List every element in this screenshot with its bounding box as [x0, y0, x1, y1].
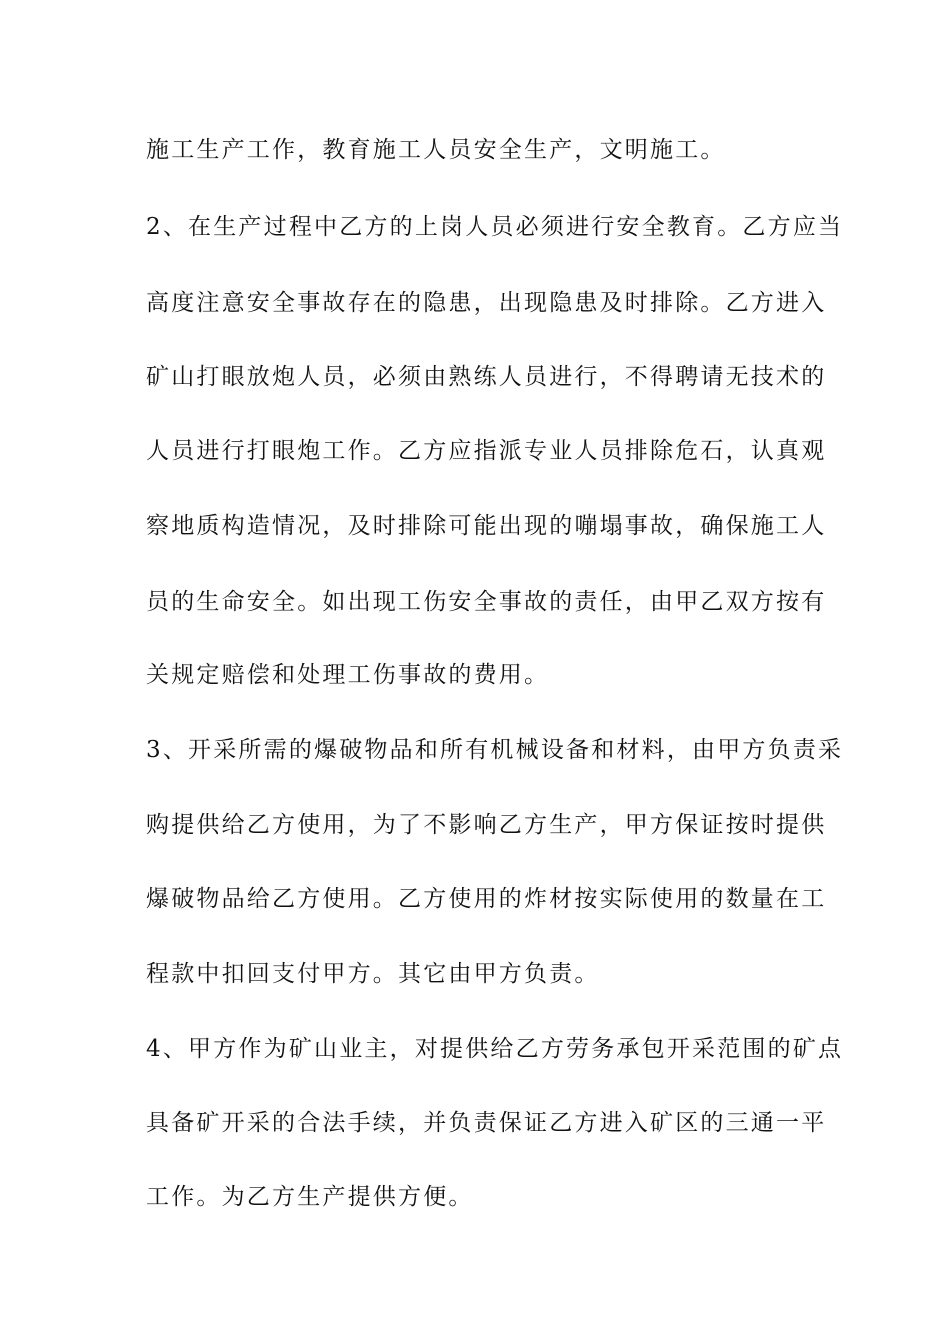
- text-line: 察地质构造情况，及时排除可能出现的嘣塌事故，确保施工人: [146, 513, 827, 539]
- text-line: 人员进行打眼炮工作。乙方应指派专业人员排除危石，认真观: [146, 438, 827, 464]
- text-line: 程款中扣回支付甲方。其它由甲方负责。: [146, 961, 600, 987]
- text-line: 具备矿开采的合法手续，并负责保证乙方进入矿区的三通一平: [146, 1110, 827, 1136]
- text-line: 4、甲方作为矿山业主，对提供给乙方劳务承包开采范围的矿点: [146, 1036, 844, 1062]
- text-line: 员的生命安全。如出现工伤安全事故的责任，由甲乙双方按有: [146, 589, 827, 615]
- text-line: 3、开采所需的爆破物品和所有机械设备和材料，由甲方负责采: [146, 737, 844, 763]
- text-line: 矿山打眼放炮人员，必须由熟练人员进行，不得聘请无技术的: [146, 364, 827, 390]
- text-line: 施工生产工作，教育施工人员安全生产，文明施工。: [146, 137, 726, 163]
- text-line: 购提供给乙方使用，为了不影响乙方生产，甲方保证按时提供: [146, 812, 827, 838]
- text-line: 2、在生产过程中乙方的上岗人员必须进行安全教育。乙方应当: [146, 214, 844, 240]
- text-line: 爆破物品给乙方使用。乙方使用的炸材按实际使用的数量在工: [146, 886, 827, 912]
- text-line: 关规定赔偿和处理工伤事故的费用。: [146, 662, 550, 688]
- text-line: 工作。为乙方生产提供方便。: [146, 1184, 474, 1210]
- text-line: 高度注意安全事故存在的隐患，出现隐患及时排除。乙方进入: [146, 290, 827, 316]
